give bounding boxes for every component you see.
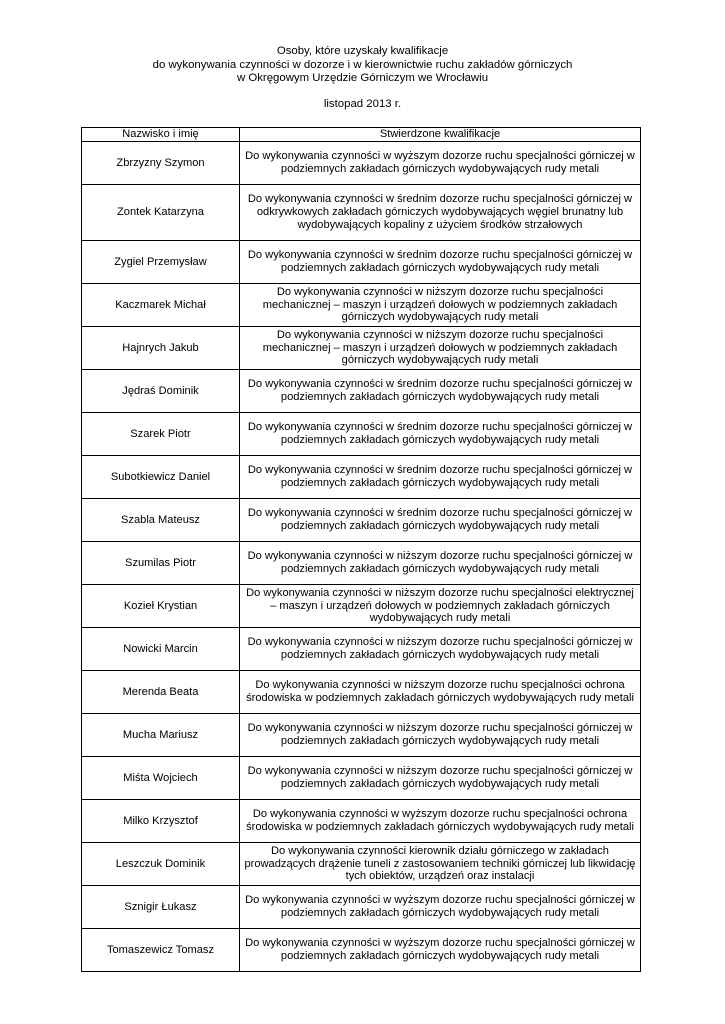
table-row (82, 142, 641, 185)
qualification-text: Do wykonywania czynności w niższym dozorze ruchu specjalności górniczej w podziemnych zakładach górniczych wydobywających rudy metali (240, 757, 641, 800)
qualification-text: Do wykonywania czynności w średnim dozorze ruchu specjalności górniczej w podziemnych zakładach górniczych wydobywających rudy metali (240, 413, 641, 456)
person-name: Mucha Mariusz (82, 714, 240, 757)
qualification-text: Do wykonywania czynności w średnim dozorze ruchu specjalności górniczej w podziemnych zakładach górniczych wydobywających rudy metali (240, 241, 641, 284)
table-row (82, 929, 641, 972)
person-name: Szarek Piotr (82, 413, 240, 456)
qualification-text: Do wykonywania czynności w niższym dozorze ruchu specjalności elektrycznej – maszyn i urządzeń dołowych w podziemnych zakładach górniczych wydobywających rudy metali (240, 585, 641, 628)
column-header-qualifications: Stwierdzone kwalifikacje (240, 128, 641, 142)
person-name: Leszczuk Dominik (82, 843, 240, 886)
person-name: Tomaszewicz Tomasz (82, 929, 240, 972)
person-name: Hajnrych Jakub (82, 327, 240, 370)
column-header-name: Nazwisko i imię (82, 128, 240, 142)
document-date: listopad 2013 r. (323, 98, 402, 110)
qualification-text: Do wykonywania czynności w średnim dozorze ruchu specjalności górniczej w podziemnych zakładach górniczych wydobywających rudy metali (240, 456, 641, 499)
qualification-text: Do wykonywania czynności w niższym dozorze ruchu specjalności ochrona środowiska w podziemnych zakładach górniczych wydobywających rudy metali (240, 671, 641, 714)
person-name: Miśta Wojciech (82, 757, 240, 800)
person-name: Nowicki Marcin (82, 628, 240, 671)
person-name: Jędraś Dominik (82, 370, 240, 413)
table-row (82, 499, 641, 542)
qualification-text: Do wykonywania czynności w wyższym dozorze ruchu specjalności górniczej w podziemnych zakładach górniczych wydobywających rudy metali (240, 142, 641, 185)
table-row (82, 185, 641, 241)
qualification-text: Do wykonywania czynności w niższym dozorze ruchu specjalności górniczej w podziemnych zakładach górniczych wydobywających rudy metali (240, 714, 641, 757)
table-row (82, 886, 641, 929)
table-row (82, 413, 641, 456)
header-line-2: do wykonywania czynności w dozorze i w kierownictwie ruchu zakładów górniczych (152, 58, 573, 71)
person-name: Zbrzyzny Szymon (82, 142, 240, 185)
person-name: Szabla Mateusz (82, 499, 240, 542)
header-line-3: w Okręgowym Urzędzie Górniczym we Wrocławiu (236, 72, 489, 85)
person-name: Subotkiewicz Daniel (82, 456, 240, 499)
table-row (82, 671, 641, 714)
table-row (82, 585, 641, 628)
person-name: Sznigir Łukasz (82, 886, 240, 929)
table-row (82, 370, 641, 413)
table-row (82, 800, 641, 843)
table-row (82, 284, 641, 327)
person-name: Kozieł Krystian (82, 585, 240, 628)
qualification-text: Do wykonywania czynności w średnim dozorze ruchu specjalności górniczej w odkrywkowych zakładach górniczych wydobywających węgiel brunatny lub wydobywających kopaliny z użyciem środków strzałowych (240, 185, 641, 241)
table-row (82, 843, 641, 886)
table-row (82, 628, 641, 671)
qualification-text: Do wykonywania czynności w niższym dozorze ruchu specjalności górniczej w podziemnych zakładach górniczych wydobywających rudy metali (240, 628, 641, 671)
qualification-text: Do wykonywania czynności w niższym dozorze ruchu specjalności górniczej w podziemnych zakładach górniczych wydobywających rudy metali (240, 542, 641, 585)
table-row (82, 327, 641, 370)
table-row (82, 714, 641, 757)
table-row (82, 542, 641, 585)
person-name: Merenda Beata (82, 671, 240, 714)
person-name: Zygiel Przemysław (82, 241, 240, 284)
qualification-text: Do wykonywania czynności w niższym dozorze ruchu specjalności mechanicznej – maszyn i urządzeń dołowych w podziemnych zakładach górniczych wydobywających rudy metali (240, 284, 641, 327)
header-line-1: Osoby, które uzyskały kwalifikacje (276, 45, 449, 57)
table-header-row (82, 128, 641, 142)
qualification-text: Do wykonywania czynności w wyższym dozorze ruchu specjalności ochrona środowiska w podziemnych zakładach górniczych wydobywających rudy metali (240, 800, 641, 843)
qualification-text: Do wykonywania czynności w wyższym dozorze ruchu specjalności górniczej w podziemnych zakładach górniczych wydobywających rudy metali (240, 886, 641, 929)
qualification-text: Do wykonywania czynności w średnim dozorze ruchu specjalności górniczej w podziemnych zakładach górniczych wydobywających rudy metali (240, 370, 641, 413)
person-name: Kaczmarek Michał (82, 284, 240, 327)
qualification-text: Do wykonywania czynności w niższym dozorze ruchu specjalności mechanicznej – maszyn i urządzeń dołowych w podziemnych zakładach górniczych wydobywających rudy metali (240, 327, 641, 370)
table-row (82, 757, 641, 800)
table-row (82, 241, 641, 284)
qualification-text: Do wykonywania czynności w wyższym dozorze ruchu specjalności górniczej w podziemnych zakładach górniczych wydobywających rudy metali (240, 929, 641, 972)
person-name: Szumilas Piotr (82, 542, 240, 585)
qualification-text: Do wykonywania czynności w średnim dozorze ruchu specjalności górniczej w podziemnych zakładach górniczych wydobywających rudy metali (240, 499, 641, 542)
qualification-text: Do wykonywania czynności kierownik działu górniczego w zakładach prowadzących drążenie tuneli z zastosowaniem techniki górniczej lub likwidację tych obiektów, urządzeń oraz instalacji (240, 843, 641, 886)
person-name: Zontek Katarzyna (82, 185, 240, 241)
table-row (82, 456, 641, 499)
document-header (0, 45, 725, 86)
qualifications-table (81, 127, 641, 972)
person-name: Milko Krzysztof (82, 800, 240, 843)
